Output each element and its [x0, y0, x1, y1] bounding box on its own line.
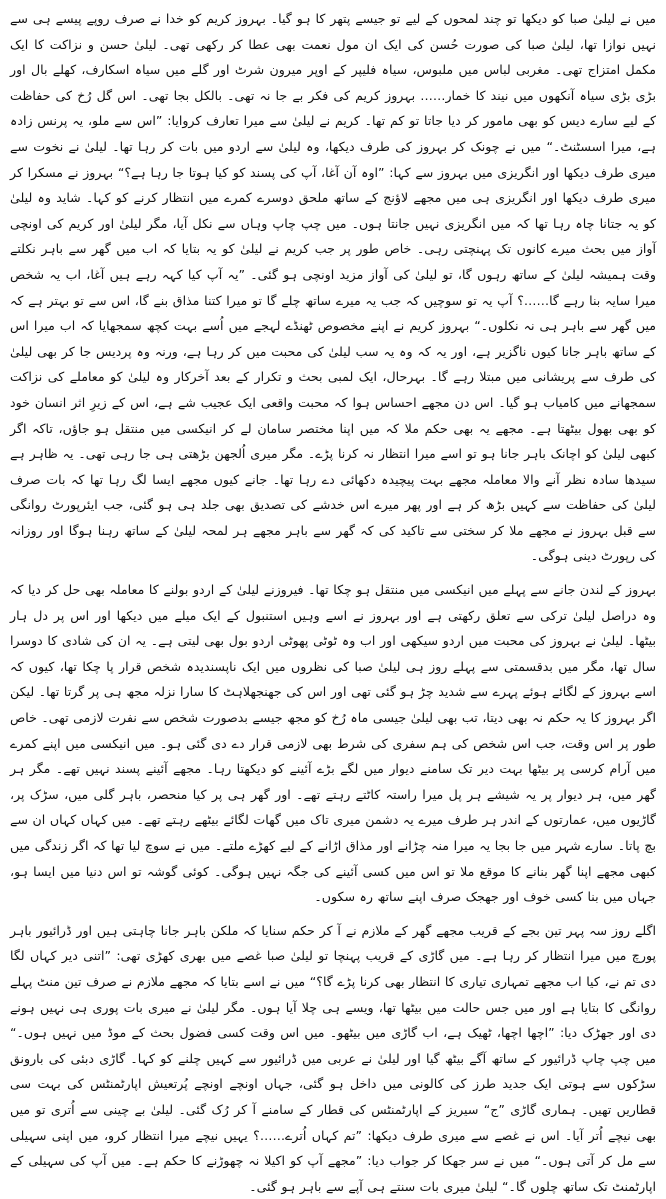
paragraph-2: بہروز کے لندن جانے سے پہلے میں انیکسی میں منتقل ہو چکا تھا۔ فیروزنے لیلیٰ کے اردو بولنے کا معاملہ بھی حل کر دیا کہ وہ دراصل لیلیٰ ترکی سے تعلق رکھتی ہے اور بہروز نے اسے وہیں استنبول کے ایک میلے میں دیکھا اور اس پر دل ہار بیٹھا۔ لیلیٰ نے بہروز کی محبت میں اردو سیکھی اور اب وہ ٹوٹی پھوٹی اردو بول بھی لیتی ہے۔ یہ ان کی شادی کا دوسرا سال تھا، مگر میں بدقسمتی سے پہلے روز ہی لیلیٰ صبا کی نظروں میں ایک ناپسندیدہ شخص قرار پا چکا تھا، کیوں کہ اسے بہروز کے لگائے ہوئے پہرے سے شدید چڑ ہو گئی تھی اور اس کی جھنجھلاہٹ کا سارا نزلہ مجھ ہی پر گرتا تھا۔ لیکن اگر بہروز کا یہ حکم نہ بھی دیتا، تب بھی لیلیٰ جیسی ماہ رُخ کو مجھ جیسے بدصورت شخص سے نفرت لازمی تھی۔ خاص طور پر اس وقت، جب اس شخص کی ہم سفری کی شرط بھی لازمی قرار دے دی گئی ہو۔ میں انیکسی میں اپنے کمرے میں آرام کرسی پر بیٹھا بہت دیر تک سامنے دیوار میں لگے بڑے آئینے کو دیکھتا رہا۔ مجھے آئینے پسند نہیں تھے۔ مگر ہر گھر میں، ہر دیوار پر یہ شیشے ہر پل میرا راستہ کاٹتے رہتے تھے۔ اور گھر ہی پر کیا منحصر، باہر گلی میں، سڑک پر، گاڑیوں میں، عمارتوں کے اندر ہر طرف میرے یہ دشمن میری تاک میں گھات لگائے بیٹھے رہتے تھے۔ میں کہاں کہاں ان سے بچ پاتا۔ سارے شہر میں جا بجا یہ میرا منہ چڑانے اور مذاق اڑانے کے لیے کھڑے ملتے۔ میں نے سوچ لیا تھا کہ اگر زندگی میں کبھی مجھے اپنا گھر بنانے کا موقع ملا تو اس میں کسی آئینے کی جگہ نہیں ہوگی۔ کوئی گوشہ تو اس دنیا میں ایسا ہو، جہاں میں بنا کسی خوف اور جھجک صرف اپنے ساتھ رہ سکوں۔: [10, 582, 656, 905]
paragraph-3: اگلے روز سہ پہر تین بجے کے قریب مجھے گھر کے ملازم نے آ کر حکم سنایا کہ ملکن باہر جانا چاہتی ہیں اور ڈرائیور باہر پورچ میں میرا انتظار کر رہا ہے۔ میں گاڑی کے قریب پہنچا تو لیلیٰ صبا غصے میں بھری کھڑی تھی: ”اتنی دیر کہاں لگا دی تم نے، کیا اب مجھے تمہاری تیاری کا انتظار بھی کرنا پڑے گا؟“ میں نے اسے بتایا کہ مجھے ملازم نے صرف تین منٹ پہلے روانگی کا بتایا ہے اور میں جس حالت میں بیٹھا تھا، ویسے ہی چلا آیا ہوں۔ مگر لیلیٰ نے میری بات پوری ہی نہیں ہونے دی اور جھڑک دیا: ”اچھا اچھا، ٹھیک ہے، اب گاڑی میں بیٹھو۔ میں اس وقت کسی فضول بحث کے موڈ میں نہیں ہوں۔“ میں چپ چاپ ڈرائیور کے ساتھ آگے بیٹھ گیا اور لیلیٰ نے عربی میں ڈرائیور سے کہیں چلنے کو کہا۔ گاڑی دبئی کی بارونق سڑکوں سے ہوتی ایک جدید طرز کی کالونی میں داخل ہو گئی، جہاں اونچے اونچے پُرتعیش اپارٹمنٹس کی بہت سی قطاریں تھیں۔ ہماری گاڑی ”ج“ سیریز کے اپارٹمنٹس کی قطار کے سامنے آ کر رُک گئی۔ لیلیٰ بے چینی سے اُتری تو میں بھی نیچے اُتر آیا۔ اس نے غصے سے میری طرف دیکھا: ”تم کہاں اُترے……؟ یہیں نیچے میرا انتظار کرو، میں اپنی سہیلی سے مل کر آتی ہوں۔“ میں نے سر جھکا کر جواب دیا: ”مجھے آپ کو اکیلا نہ چھوڑنے کا حکم ہے۔ میں آپ کی سہیلی کے اپارٹمنٹ تک ساتھ چلوں گا۔“ لیلیٰ میری بات سنتے ہی آپے سے باہر ہو گئی۔: [10, 922, 656, 1194]
paragraph-1: میں نے لیلیٰ صبا کو دیکھا تو چند لمحوں کے لیے تو جیسے پتھر کا ہو گیا۔ بہروز کریم کو خدا نے صرف روپے پیسے ہی سے نہیں نوازا تھا، لیلیٰ صبا کی صورت حُسن کی ایک ان مول نعمت بھی عطا کر رکھی تھی۔ لیلیٰ حسن و نزاکت کا ایک مکمل امتزاج تھی۔ مغربی لباس میں ملبوس، سیاہ فلیپر کے اوپر میرون شرٹ اور گلے میں سیاہ اسکارف، کھلے بال اور بڑی بڑی سیاہ آنکھوں میں نیند کا خمار…… بہروز کریم کی فکر بے جا نہ تھی۔ بالکل بجا تھی۔ اس گل رُخ کی حفاظت کے لیے سارے دیس کو بھی مامور کر دیا جاتا تو کم تھا۔ کریم نے لیلیٰ سے میرا تعارف کروایا: ”اس سے ملو، یہ پرنس زادہ ہے، میرا اسسٹنٹ۔“ میں نے چونک کر بہروز کی طرف دیکھا، وہ لیلیٰ سے اردو میں بات کر رہا تھا۔ لیلیٰ نے نخوت سے میری طرف دیکھا اور انگریزی میں بہروز سے کہا: ”اوہ آن آغا، آپ کی پسند کو کیا ہوتا جا رہا ہے؟“ بہروز نے مسکرا کر میری طرف دیکھا اور انگریزی ہی میں مجھے لاؤنج کے ساتھ ملحق دوسرے کمرے میں انتظار کرنے کو کہا۔ شاید وہ لیلیٰ کو یہ جتانا چاہ رہا تھا کہ میں انگریزی نہیں جانتا ہوں۔ میں چپ چاپ وہاں سے نکل آیا، مگر لیلیٰ اور کریم کی اونچی آواز میں بحث میرے کانوں تک پہنچتی رہی۔ خاص طور پر جب کریم نے لیلیٰ کو یہ بتایا کہ اب میں گھر سے باہر نکلتے وقت ہمیشہ لیلیٰ کے ساتھ رہوں گا، تو لیلیٰ کی آواز مزید اونچی ہو گئی۔ ”یہ آپ کیا کہہ رہے ہیں آغا، اب یہ شخص میرا سایہ بنا رہے گا……؟ آپ یہ تو سوچیں کہ جب یہ میرے ساتھ چلے گا تو میرا کتنا مذاق بنے گا، اس سے تو بہتر ہے کہ میں گھر سے باہر ہی نہ نکلوں۔“ بہروز کریم نے اپنے مخصوص ٹھنڈے لہجے میں اُسے بہت کچھ سمجھایا کہ اب میرا اس کے ساتھ باہر جانا کیوں ناگزیر ہے، اور یہ کہ وہ یہ سب لیلیٰ کی محبت میں کر رہا ہے، ورنہ وہ پردیس جا کر بھی لیلیٰ کی طرف سے پریشانی میں مبتلا رہے گا۔ بہرحال، ایک لمبی بحث و تکرار کے بعد آخرکار وہ لیلیٰ کو معاملے کی نزاکت سمجھانے میں کامیاب ہو گیا۔ اس دن مجھے احساس ہوا کہ محبت واقعی ایک عجیب شے ہے، اس کے زیرِ اثر انسان خود کو بھی بھول بیٹھتا ہے۔ مجھے یہ بھی حکم ملا کہ میں اپنا مختصر سامان لے کر انیکسی میں منتقل ہو جاؤں، تاکہ اگر کبھی لیلیٰ کو اچانک باہر جانا ہو تو اسے میرا انتظار نہ کرنا پڑے۔ مگر میری اُلجھن بڑھتی ہی جا رہی تھی۔ یہ ظاہر ہے سیدھا سادہ نظر آنے والا معاملہ مجھے بہت پیچیدہ دکھائی دے رہا تھا۔ جانے کیوں مجھے ایسا لگ رہا تھا کہ بات صرف لیلیٰ کی حفاظت سے کہیں بڑھ کر ہے اور پھر میرے اس خدشے کی تصدیق بھی جلد ہی ہو گئی، جب ایئرپورٹ روانگی سے قبل بہروز نے مجھے ملا کر سختی سے تاکید کی کہ گھر سے باہر مجھے ہر لمحہ لیلیٰ کے ساتھ رہنا ہوگا اور روزانہ کی رپورٹ دینی ہوگی۔: [10, 11, 656, 564]
